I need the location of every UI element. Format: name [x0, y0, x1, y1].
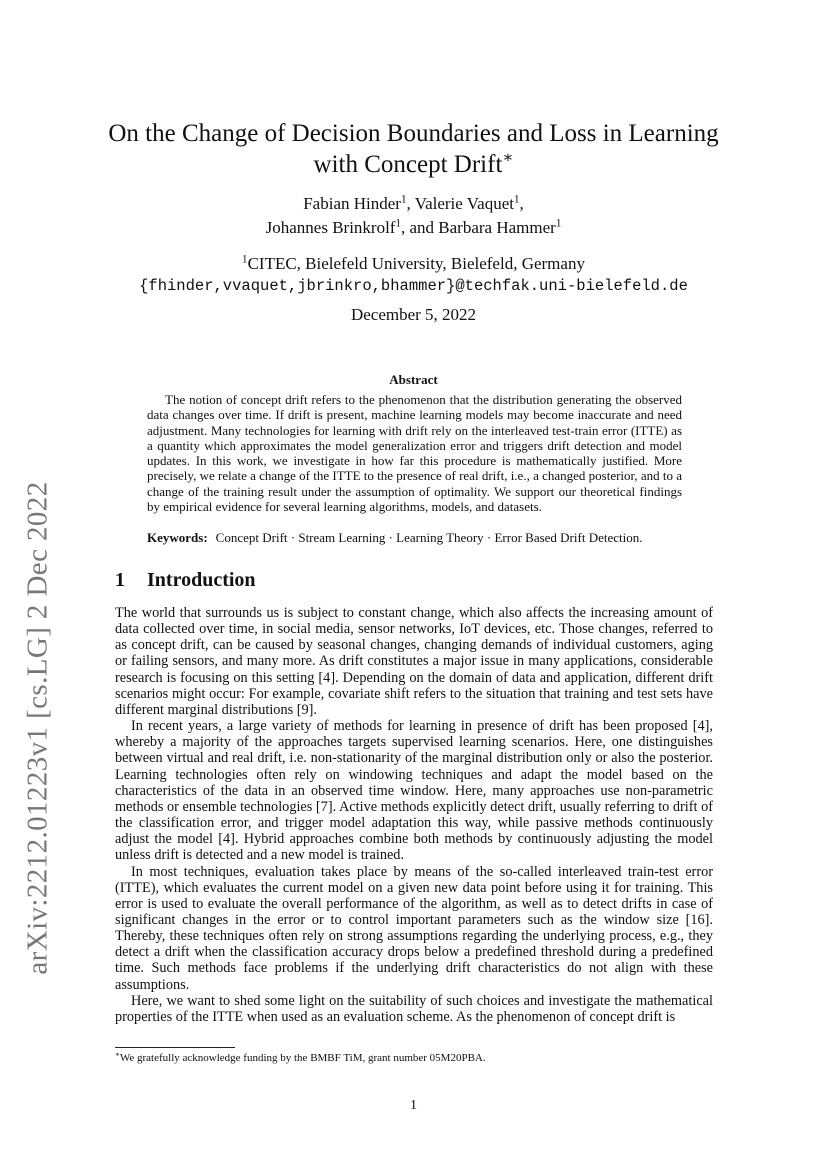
author-line-1	[100, 192, 727, 216]
footnote-rule	[115, 1047, 235, 1048]
paragraph: In recent years, a large variety of methods for learning in presence of drift has been proposed [4], whereby a majority of the approaches targets supervised learning scenarios. Here, one distinguishes between virtual and real drift, i.e. non-stationarity of the marginal distribution only or also the posterior. Learning technologies often rely on windowing techniques and adapt the model based on the characteristics of the data in an observed time window. Here, many approaches use non-parametric methods or ensemble technologies [7]. Active methods explicitly detect drift, usually referring to drift of the classification error, and trigger model adaptation this way, while passive methods continuously adjust the model [4]. Hybrid approaches combine both methods by continuously adjusting the model unless drift is detected and a new model is trained.	[115, 718, 713, 864]
author-emails: {fhinder,vvaquet,jbrinkro,bhammer}@techfak.uni-bielefeld.de	[139, 277, 688, 295]
author-affiliation-marker: 1	[555, 217, 562, 230]
affiliation-block	[100, 252, 727, 298]
section-title: Introduction	[147, 569, 256, 591]
author-name: Barbara Hammer	[438, 218, 556, 237]
body-text	[115, 605, 713, 1025]
paragraph: The world that surrounds us is subject to constant change, which also affects the increasing amount of data collected over time, in social media, sensor networks, IoT devices, etc. Those changes, referred to as concept drift, can be caused by seasonal changes, changing demands of individual customers, aging or failing sensors, and many more. As drift constitutes a major issue in many applications, considerable research is focusing on this setting [4]. Depending on the domain of data and application, different drift scenarios might occur: For example, covariate shift refers to the situation that training and test sets have different marginal distributions [9].	[115, 605, 713, 718]
section-heading	[115, 569, 256, 592]
affiliation	[100, 252, 727, 275]
section-number: 1	[115, 569, 125, 591]
title-line-2: with Concept Drift∗	[313, 148, 514, 178]
author-name: Valerie Vaquet	[414, 194, 514, 213]
keywords	[147, 530, 692, 546]
author-name: Johannes Brinkrolf	[265, 218, 396, 237]
footnote	[115, 1052, 486, 1064]
keywords-text: Concept Drift · Stream Learning · Learning Theory · Error Based Drift Detection.	[215, 530, 643, 545]
paragraph: Here, we want to shed some light on the suitability of such choices and investigate the mathematical properties of the ITTE when used as an evaluation scheme. As the phenomenon of concept drift is	[115, 992, 713, 1025]
author-affiliation-marker: 1	[395, 217, 401, 230]
footnote-text: We gratefully acknowledge funding by the BMBF TiM, grant number 05M20PBA.	[119, 1052, 486, 1064]
author-separator: ,	[519, 194, 524, 213]
arxiv-identifier: arXiv:2212.01223v1 [cs.LG] 2 Dec 2022	[21, 481, 54, 975]
abstract-text: The notion of concept drift refers to the phenomenon that the distribution generating the observed data changes over time. If drift is present, machine learning models may become inaccurate and need adjustment. Many technologies for learning with drift rely on the interleaved test-train error (ITTE) as a quantity which approximates the model generalization error and triggers drift detection and model updates. In this work, we investigate in how far this procedure is mathematically justified. More precisely, we relate a change of the ITTE to the presence of real drift, i.e., a changed posterior, and to a change of the training result under the assumption of optimality. We support our theoretical findings by empirical evidence for several learning algorithms, models, and datasets.	[147, 392, 682, 515]
author-list	[100, 192, 727, 240]
author-affiliation-marker: 1	[513, 193, 520, 206]
affiliation-text: CITEC, Bielefeld University, Bielefeld, Germany	[247, 254, 585, 273]
keywords-label: Keywords:	[147, 530, 208, 545]
title-line-1: On the Change of Decision Boundaries and Loss in Learning	[108, 120, 719, 147]
abstract-heading: Abstract	[389, 372, 438, 387]
paper-title	[100, 118, 727, 180]
title-footnote-marker: ∗	[502, 148, 514, 167]
page-number: 1	[410, 1098, 417, 1113]
paper-date: December 5, 2022	[350, 305, 477, 324]
author-line-2	[100, 216, 727, 240]
footnote-marker: ∗	[115, 1050, 120, 1059]
author-name: Fabian Hinder	[303, 194, 401, 213]
author-separator: , and	[401, 218, 439, 237]
paragraph: In most techniques, evaluation takes place by means of the so-called interleaved train-test error (ITTE), which evaluates the current model on a given new data point before using it for training. This error is used to evaluate the overall performance of the algorithm, as well as to detect drifts in case of significant changes in the error or to control important parameters such as the window size [16]. Thereby, these techniques often rely on strong assumptions regarding the underlying process, e.g., they detect a drift when the classification accuracy drops below a predefined threshold during a predefined time. Such methods face problems if the underlying drift characteristics do not align with these assumptions.	[115, 863, 713, 993]
author-separator: ,	[406, 194, 415, 213]
affiliation-marker: 1	[242, 253, 248, 266]
author-affiliation-marker: 1	[400, 193, 407, 206]
